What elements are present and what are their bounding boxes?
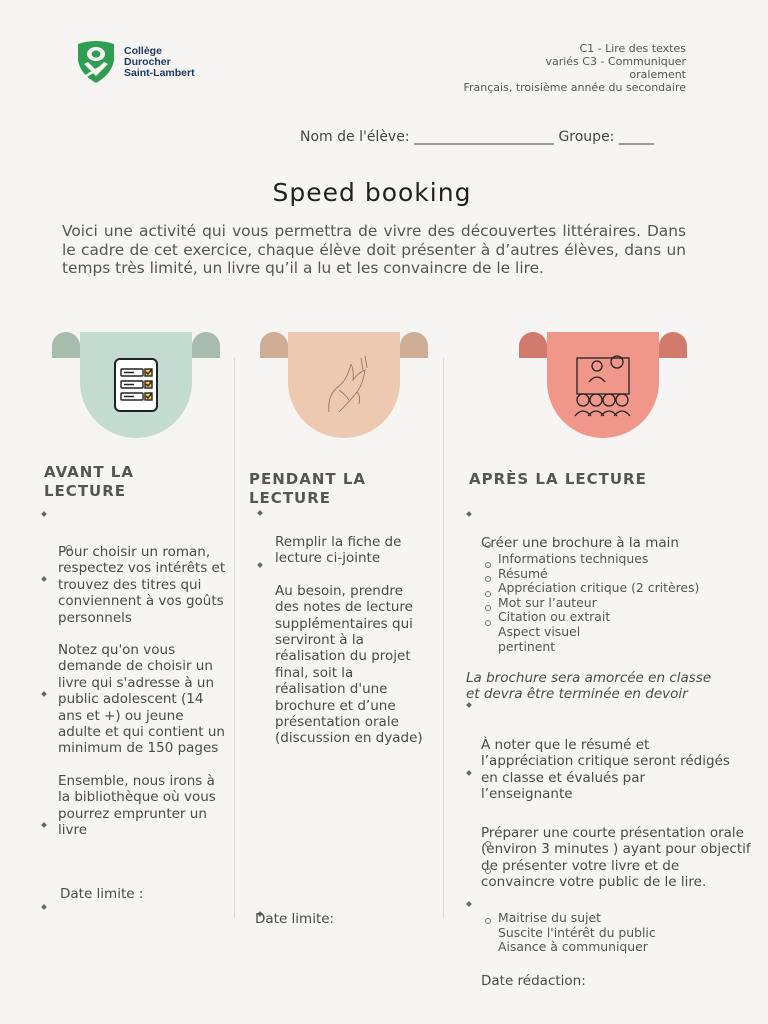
meta-line: variés C3 - Communiquer: [545, 55, 686, 68]
avant-text: [58, 544, 226, 855]
bullet: [41, 511, 47, 517]
intro-paragraph: Voici une activité qui vous permettra de vivre des découvertes littéraires. Dans le cadre de cet exercice, chaque élève doit présenter à d’autres élèves, dans un temps très limité, un livre qu’il a lu et les convaincre de le lire.: [62, 222, 686, 277]
column-divider: [234, 358, 235, 918]
bullet: [41, 822, 47, 828]
brochure-item: Aspect visuel: [498, 623, 581, 639]
column-divider: [443, 358, 444, 918]
hands-book-icon: [309, 350, 379, 420]
bullet: [485, 841, 491, 847]
heading-pendant: PENDANT LA LECTURE: [249, 470, 367, 507]
heading-apres: APRÈS LA LECTURE: [469, 470, 647, 488]
pendant-text: [275, 534, 425, 763]
brochure-item: Appréciation critique (2 critères): [498, 580, 700, 596]
school-logo: [76, 40, 216, 86]
bullet: [466, 511, 472, 517]
bullet: [257, 510, 263, 516]
apres-date: Date rédaction:: [481, 973, 586, 989]
presentation-item: Suscite l'intérêt du public: [498, 924, 656, 940]
presentation-item: Aisance à communiquer: [498, 939, 648, 955]
apres-presentation: Préparer une courte présentation orale (environ 3 minutes ) ayant pour objectif de présenter votre livre et de convaincre votre public de le lire.: [481, 825, 751, 891]
tab-avant: [52, 332, 220, 438]
meta-line: C1 - Lire des textes: [579, 42, 686, 55]
logo-text: Collège Durocher Saint-Lambert: [124, 45, 195, 79]
pendant-paragraph: Au besoin, prendre des notes de lecture supplémentaires qui serviront à la réalisation du projet final, soit la réalisation d'une brochure et d’une présentation orale (discussion en dyade): [275, 582, 423, 747]
brochure-item: Informations techniques: [498, 551, 649, 566]
avant-date: Date limite :: [60, 886, 144, 902]
page-title: Speed booking: [272, 178, 472, 207]
avant-paragraph: Notez qu'on vous demande de choisir un livre qui s'adresse à un public adolescent (14 ans et +) ou jeune adulte et qui contient un minimum de 150 pages: [58, 642, 225, 757]
presenter-audience-icon: [571, 352, 635, 418]
apres-remark: À noter que le résumé et l’appréciation critique seront rédigés en classe et évalués par l’enseignante: [481, 737, 730, 803]
tab-pendant: [260, 332, 428, 438]
brochure-item: Mot sur l’auteur: [498, 594, 597, 610]
checklist-icon: [112, 357, 160, 413]
bullet: [41, 904, 47, 910]
brochure-note: La brochure sera amorcée en classe et devra être terminée en devoir: [466, 670, 712, 703]
pendant-paragraph: Remplir la fiche de lecture ci-jointe: [275, 534, 402, 567]
presentation-list: [498, 911, 728, 955]
meta-line: oralement: [629, 68, 686, 81]
apres-brochure: Créer une brochure à la main: [481, 535, 679, 551]
meta-line: Français, troisième année du secondaire: [463, 81, 686, 94]
avant-paragraph: Ensemble, nous irons à la bibliothèque où vous pourrez emprunter un livre: [58, 772, 216, 839]
brochure-item: Citation ou extrait: [498, 609, 611, 625]
tab-apres: [519, 332, 687, 438]
heading-avant: AVANT LA LECTURE: [44, 463, 134, 500]
bullet: [257, 562, 263, 568]
bullet: [485, 868, 491, 874]
brochure-item: pertinent: [498, 638, 556, 654]
course-info: [426, 42, 686, 94]
student-name-group-line: Nom de l'élève: ____________________ Groupe: _____: [300, 129, 654, 145]
bullet: [41, 576, 47, 582]
brochure-list: [498, 552, 728, 654]
bullet: [41, 691, 47, 697]
shield-logo-icon: [76, 40, 116, 84]
presentation-item: Maitrise du sujet: [498, 910, 602, 925]
brochure-item: Résumé: [498, 565, 548, 581]
bullet: [466, 702, 472, 708]
bullet: [466, 901, 472, 907]
bullet: [466, 770, 472, 776]
pendant-date: Date limite:: [255, 911, 335, 927]
avant-paragraph: Pour choisir un roman, respectez vos intérêts et trouvez des titres qui conviennent à vos goûts personnels: [58, 544, 226, 626]
